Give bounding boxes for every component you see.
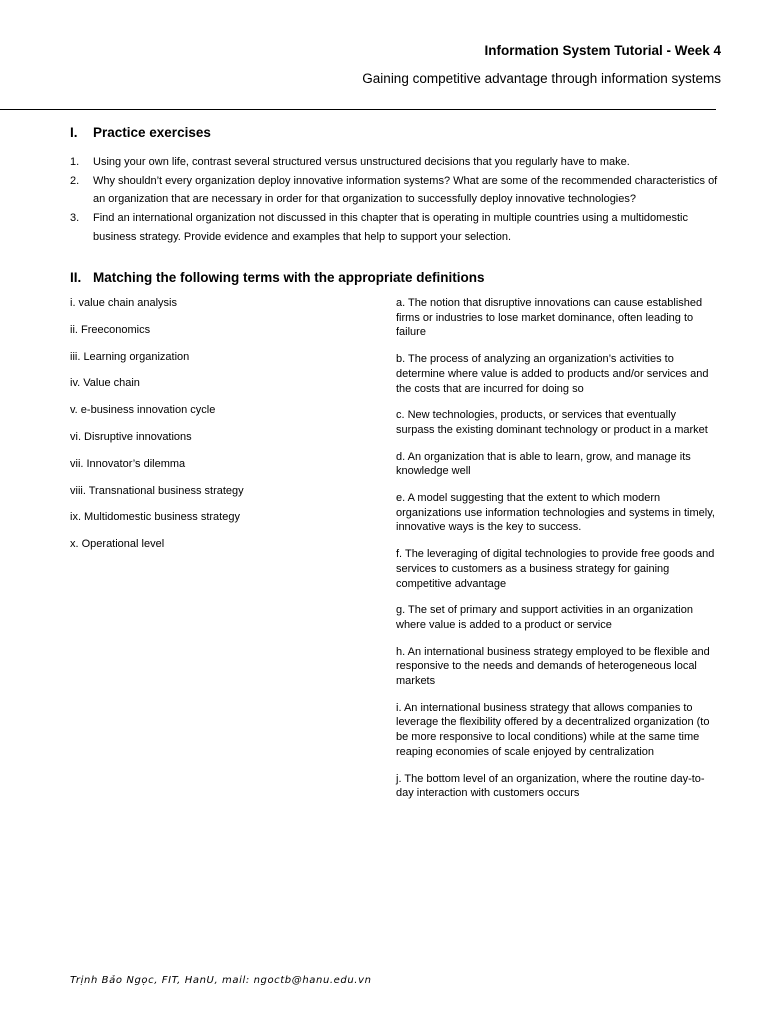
term-item: x. Operational level — [70, 538, 165, 551]
term-item: iv. Value chain — [70, 377, 140, 390]
page-footer: Trịnh Bảo Ngọc, FIT, HanU, mail: ngoctb@hanu.edu.vn — [70, 975, 372, 986]
definition-item: g. The set of primary and support activities in an organization where value is added to a product or service — [396, 604, 693, 631]
term-item: ix. Multidomestic business strategy — [70, 511, 240, 524]
item-number: 3. — [70, 212, 80, 225]
section-number: I. — [70, 125, 78, 140]
document-subtitle: Gaining competitive advantage through information systems — [362, 71, 721, 86]
section-title: Practice exercises — [93, 125, 211, 140]
definition-item: e. A model suggesting that the extent to which modern organizations use information technologies and systems in timely, innovative ways is the key to success. — [396, 492, 715, 534]
item-number: 1. — [70, 156, 80, 168]
header-divider — [0, 109, 716, 110]
definitions-column — [396, 296, 716, 813]
definition-item: d. An organization that is able to learn, grow, and manage its knowledge well — [396, 450, 691, 478]
term-item: v. e-business innovation cycle — [70, 404, 216, 417]
term-item: ii. Freeconomics — [70, 323, 151, 336]
item-number: 2. — [70, 174, 80, 187]
definition-item: f. The leveraging of digital technologies to provide free goods and services to customers as a business strategy for gaining competitive advantage — [396, 548, 715, 590]
definition-item: b. The process of analyzing an organization’s activities to determine where value is added to products and/or services and the costs that are incurred for doing so — [396, 353, 709, 395]
list-item — [70, 209, 726, 246]
definition-item: a. The notion that disruptive innovations can cause established firms or industries to lose market dominance, often leading to failure — [396, 297, 703, 339]
term-item: iii. Learning organization — [70, 350, 190, 363]
section-title: Matching the following terms with the appropriate definitions — [93, 270, 485, 285]
section-number: II. — [70, 270, 82, 285]
term-item: vii. Innovator’s dilemma — [70, 457, 186, 470]
terms-column — [70, 296, 370, 564]
section-heading-matching — [70, 270, 485, 285]
section-heading-practice-exercises — [70, 125, 211, 140]
definition-item: j. The bottom level of an organization, where the routine day-to-day interaction with customers occurs — [396, 772, 705, 800]
term-item: viii. Transnational business strategy — [70, 484, 244, 497]
definition-item: h. An international business strategy employed to be flexible and responsive to the needs and demands of heterogeneous local markets — [396, 645, 710, 688]
definition-item: i. An international business strategy that allows companies to leverage the flexibility offered by a decentralized organization (to be more responsive to local conditions) while at the same time reaping economies of scale enjoyed by centralization — [396, 701, 710, 758]
document-title: Information System Tutorial - Week 4 — [484, 43, 721, 58]
list-item — [70, 172, 726, 209]
definition-item: c. New technologies, products, or services that eventually surpass the existing dominant technology or product in a market — [396, 409, 708, 436]
item-text: Why shouldn’t every organization deploy innovative information systems? What are some of the recommended characteristics of an organization that are necessary in order for that organization to successfully deploy innovative technologies? — [93, 174, 718, 206]
term-item: i. value chain analysis — [70, 297, 178, 309]
list-item — [70, 153, 726, 172]
exercise-list — [70, 153, 726, 247]
term-item: vi. Disruptive innovations — [70, 430, 192, 443]
item-text: Find an international organization not discussed in this chapter that is operating in multiple countries using a multidomestic business strategy. Provide evidence and examples that help to support your selection. — [93, 212, 688, 243]
item-text: Using your own life, contrast several structured versus unstructured decisions that you regularly have to make. — [93, 156, 630, 168]
